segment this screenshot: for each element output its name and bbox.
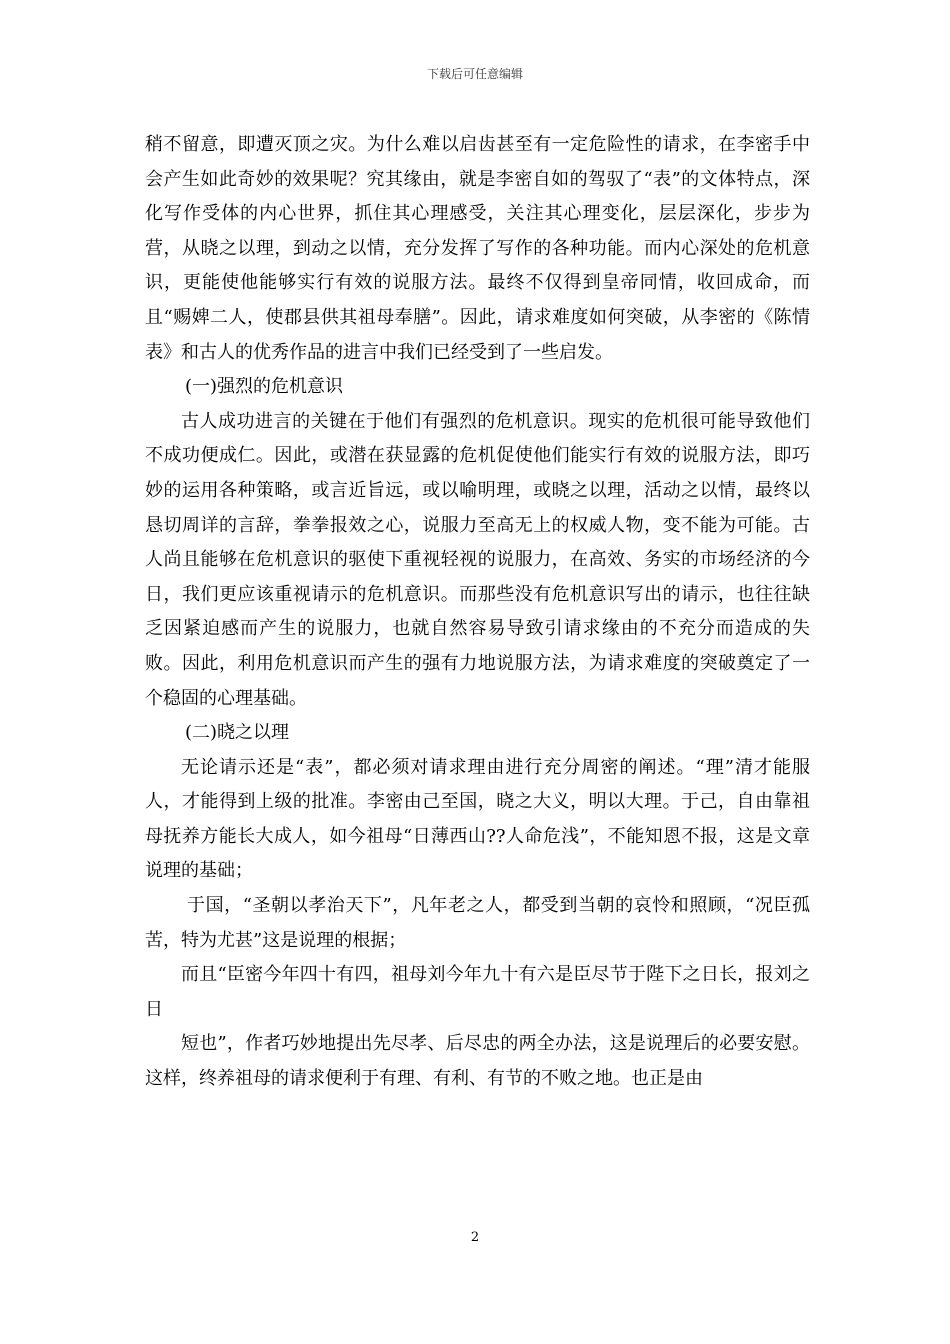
body-paragraph: 古人成功进言的关键在于他们有强烈的危机意识。现实的危机很可能导致他们不成功便成仁。因此，或潜在获显露的危机促使他们能实行有效的说服方法，即巧妙的运用各种策略，或言近旨远，或以喻明理，或晓之以理，活动之以情，最终以恳切周详的言辞，拳拳报效之心，说服力至高无上的权威人物，变不能为可能。古人尚且能够在危机意识的驱使下重视轻视的说服力，在高效、务实的市场经济的今日，我们更应该重视请示的危机意识。而那些没有危机意识写出的请示，也往往缺乏因紧迫感而产生的说服力，也就自然容易导致引请求缘由的不充分而造成的失败。因此，利用危机意识而产生的强有力地说服方法，为请求难度的突破奠定了一个稳固的心理基础。 [145, 410, 810, 709]
body-paragraph: 稍不留意，即遭灭顶之灾。为什么难以启齿甚至有一定危险性的请求，在李密手中会产生如此奇妙的效果呢？究其缘由，就是李密自如的驾驭了“表”的文体特点，深化写作受体的内心世界，抓住其心理感受，关注其心理变化，层层深化，步步为营，从晓之以理，到动之以情，充分发挥了写作的各种功能。而内心深处的危机意识，更能使他能够实行有效的说服方法。最终不仅得到皇帝同情，收回成命，而且“赐婢二人，使郡县供其祖母奉膳”。因此，请求难度如何突破，从李密的《陈情表》和古人的优秀作品的进言中我们已经受到了一些启发。 [145, 134, 810, 363]
body-paragraph: 而且“臣密今年四十有四，祖母刘今年九十有六是臣尽节于陛下之日长，报刘之日 [145, 964, 810, 1020]
body-paragraph: 无论请示还是“表”，都必须对请求理由进行充分周密的阐述。“理”清才能服人，才能得到上级的批准。李密由己至国，晓之大义，明以大理。于己，自由靠祖母抚养方能长大成人，如今祖母“日薄西山??人命危浅”，不能知恩不报，这是文章说理的基础； [145, 756, 810, 882]
body-paragraph: 于国，“圣朝以孝治天下”，凡年老之人，都受到当朝的哀怜和照顾，“况臣孤苦，特为尤甚”这是说理的根据； [145, 895, 810, 951]
page-header: 下载后可任意编辑 [426, 67, 523, 81]
document-body [145, 128, 810, 1097]
page-number: 2 [470, 1230, 480, 1245]
body-paragraph: 短也”，作者巧妙地提出先尽孝、后尽忠的两全办法，这是说理后的必要安慰。这样，终养祖母的请求便利于有理、有利、有节的不败之地。也正是由 [145, 1033, 810, 1090]
section-heading: (一)强烈的危机意识 [185, 376, 344, 398]
section-heading: (二)晓之以理 [185, 722, 290, 744]
